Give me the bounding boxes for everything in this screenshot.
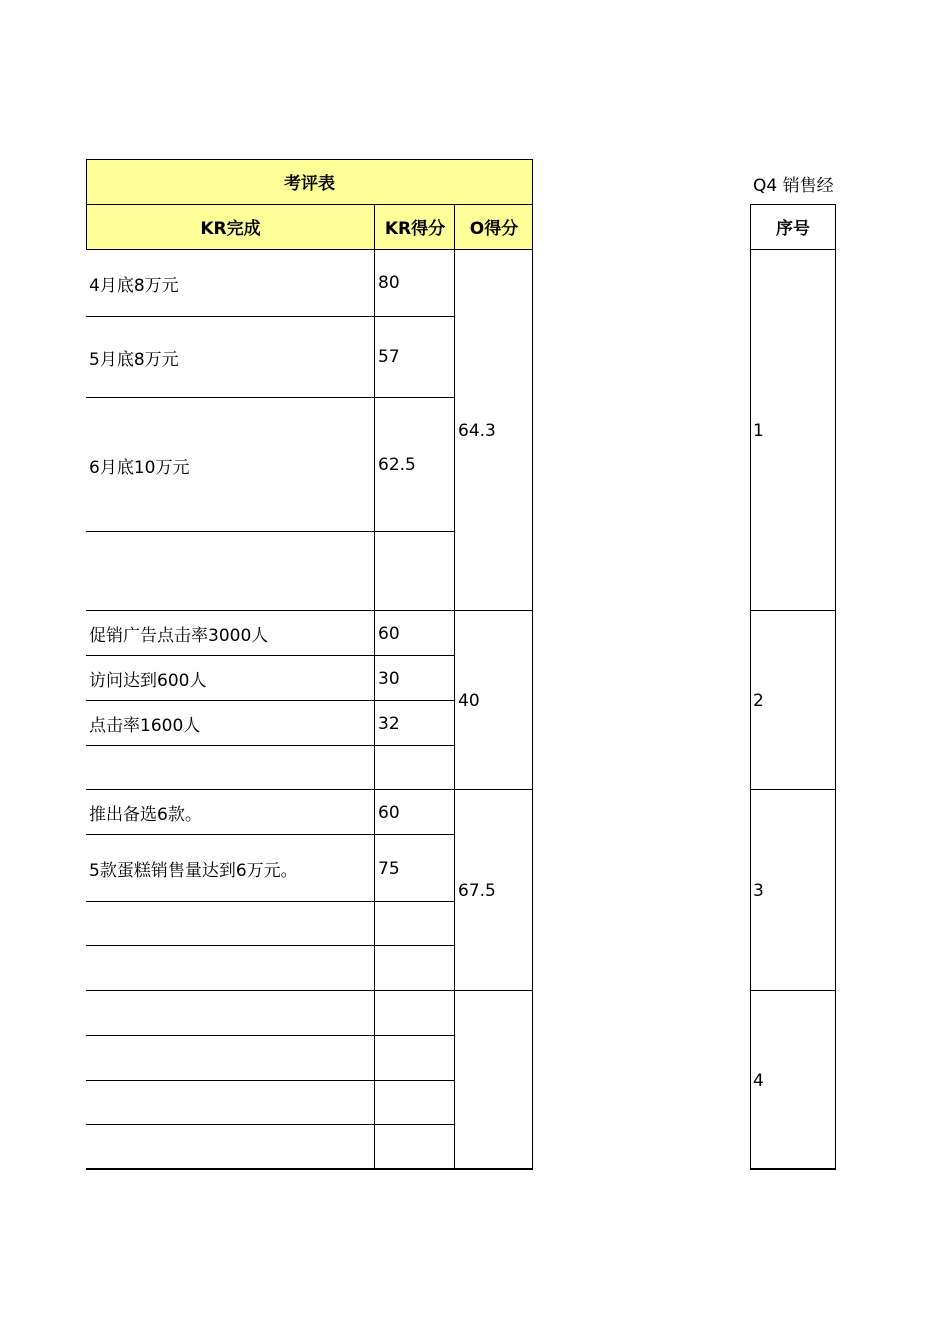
kr-cell: 6月底10万元 [89, 457, 190, 478]
grid-line [750, 204, 751, 1170]
header-kr-complete [86, 204, 375, 249]
grid-line [750, 1168, 836, 1170]
kr-cell: 推出备选6款。 [89, 805, 202, 825]
grid-line [86, 1168, 533, 1170]
grid-line [750, 249, 836, 250]
grid-line [86, 531, 455, 532]
header-seq [750, 204, 836, 249]
kr-cell [86, 746, 375, 790]
header-seq-text: 序号 [776, 219, 810, 239]
kr-cell [86, 946, 375, 991]
grid-line [86, 945, 455, 946]
grid-line [86, 655, 455, 656]
grid-line [86, 1035, 455, 1036]
grid-line [86, 745, 455, 746]
grid-line [532, 159, 533, 1170]
o-score-cell: 64.3 [458, 420, 496, 441]
kr-cell: 4月底8万元 [89, 275, 179, 296]
grid-line [86, 610, 533, 611]
kr-score-cell [375, 902, 455, 946]
kr-cell [86, 1036, 375, 1081]
kr-score-cell: 60 [378, 802, 400, 823]
grid-line [86, 249, 533, 250]
kr-score-cell [375, 946, 455, 991]
kr-score-cell [375, 1125, 455, 1170]
grid-line [86, 1124, 455, 1125]
kr-score-cell [375, 746, 455, 790]
kr-score-cell: 60 [378, 623, 400, 644]
kr-cell: 5款蛋糕销售量达到6万元。 [89, 861, 298, 881]
right-table-title-text: Q4 销售经 [753, 175, 834, 196]
grid-line [86, 901, 455, 902]
kr-cell: 5月底8万元 [89, 349, 179, 370]
grid-line [835, 204, 836, 1170]
table-title [86, 159, 533, 204]
seq-cell: 2 [753, 690, 764, 711]
kr-cell [86, 532, 375, 611]
grid-line [454, 204, 455, 1170]
seq-cell: 3 [753, 880, 764, 901]
grid-line [86, 700, 455, 701]
grid-line [86, 316, 455, 317]
kr-score-cell [375, 1036, 455, 1081]
kr-score-cell [375, 991, 455, 1036]
kr-score-cell [375, 532, 455, 611]
kr-score-cell: 75 [378, 858, 400, 879]
o-score-cell [455, 991, 533, 1170]
o-score-cell: 40 [458, 690, 480, 711]
kr-score-cell: 32 [378, 713, 400, 734]
header-o-score [455, 204, 533, 249]
kr-score-cell: 80 [378, 273, 400, 293]
kr-score-cell: 57 [378, 347, 400, 367]
table-title-text: 考评表 [284, 174, 335, 194]
grid-line [86, 204, 533, 205]
grid-line [750, 204, 836, 205]
grid-line [86, 1080, 455, 1081]
header-o-score-text: O得分 [469, 219, 519, 239]
grid-line [374, 204, 375, 1170]
header-kr-complete-text: KR完成 [200, 219, 261, 239]
kr-cell [86, 1125, 375, 1170]
kr-cell [86, 902, 375, 946]
kr-cell: 点击率1600人 [89, 716, 201, 736]
grid-line [86, 834, 455, 835]
seq-cell: 4 [753, 1070, 764, 1091]
grid-line [86, 204, 87, 249]
kr-cell [86, 1081, 375, 1125]
grid-line [86, 159, 87, 204]
o-score-cell: 67.5 [458, 880, 496, 901]
grid-line [750, 610, 836, 611]
grid-line [86, 990, 533, 991]
seq-cell: 1 [753, 420, 764, 441]
grid-line [750, 990, 836, 991]
grid-line [86, 397, 455, 398]
kr-cell: 访问达到600人 [89, 671, 207, 691]
right-table-title [753, 168, 838, 198]
grid-line [86, 789, 533, 790]
kr-score-cell: 30 [378, 668, 400, 689]
kr-cell [86, 991, 375, 1036]
header-kr-score [375, 204, 455, 249]
grid-line [750, 789, 836, 790]
kr-cell: 促销广告点击率3000人 [89, 626, 269, 646]
kr-score-cell [375, 1081, 455, 1125]
kr-score-cell: 62.5 [378, 455, 416, 475]
grid-line [86, 159, 533, 160]
header-kr-score-text: KR得分 [384, 219, 446, 239]
